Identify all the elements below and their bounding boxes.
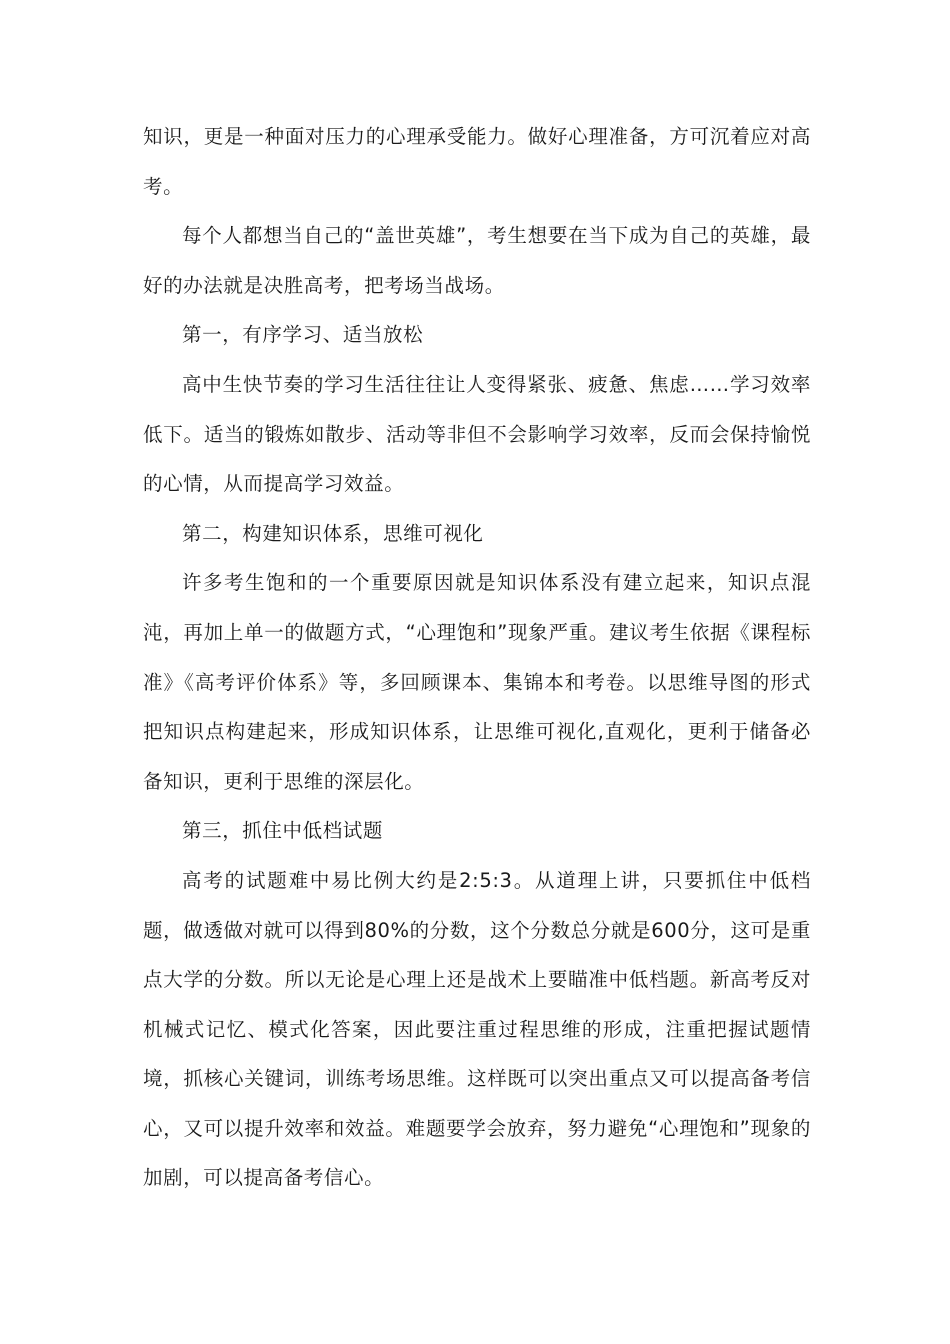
paragraph-first-point: 高中生快节奏的学习生活往往让人变得紧张、疲惫、焦虑……学习效率低下。适当的锻炼如散步、活动等非但不会影响学习效率，反而会保持愉悦的心情，从而提高学习效益。 bbox=[143, 372, 811, 496]
heading-second-point: 第二，构建知识体系，思维可视化 bbox=[182, 521, 484, 545]
paragraph-second-point: 许多考生饱和的一个重要原因就是知识体系没有建立起来，知识点混沌，再加上单一的做题方式，“心理饱和”现象严重。建议考生依据《课程标准》《高考评价体系》等，多回顾课本、集锦本和考卷。以思维导图的形式把知识点构建起来，形成知识体系，让思维可视化,直观化，更利于储备必备知识，更利于思维的深层化。 bbox=[143, 571, 811, 793]
heading-first-point: 第一，有序学习、适当放松 bbox=[182, 323, 424, 347]
document-body bbox=[143, 112, 811, 1203]
paragraph-hero: 每个人都想当自己的“盖世英雄”，考生想要在当下成为自己的英雄，最好的办法就是决胜高考，把考场当战场。 bbox=[143, 224, 811, 297]
paragraph-intro-continuation: 知识，更是一种面对压力的心理承受能力。做好心理准备，方可沉着应对高考。 bbox=[143, 125, 811, 198]
heading-third-point: 第三，抓住中低档试题 bbox=[182, 819, 384, 843]
paragraph-third-point: 高考的试题难中易比例大约是2:5:3。从道理上讲，只要抓住中低档题，做透做对就可以得到80%的分数，这个分数总分就是600分，这可是重点大学的分数。所以无论是心理上还是战术上要瞄准中低档题。新高考反对机械式记忆、模式化答案，因此要注重过程思维的形成，注重把握试题情境，抓核心关键词，训练考场思维。这样既可以突出重点又可以提高备考信心，又可以提升效率和效益。难题要学会放弃，努力避免“心理饱和”现象的加剧，可以提高备考信心。 bbox=[143, 868, 811, 1190]
